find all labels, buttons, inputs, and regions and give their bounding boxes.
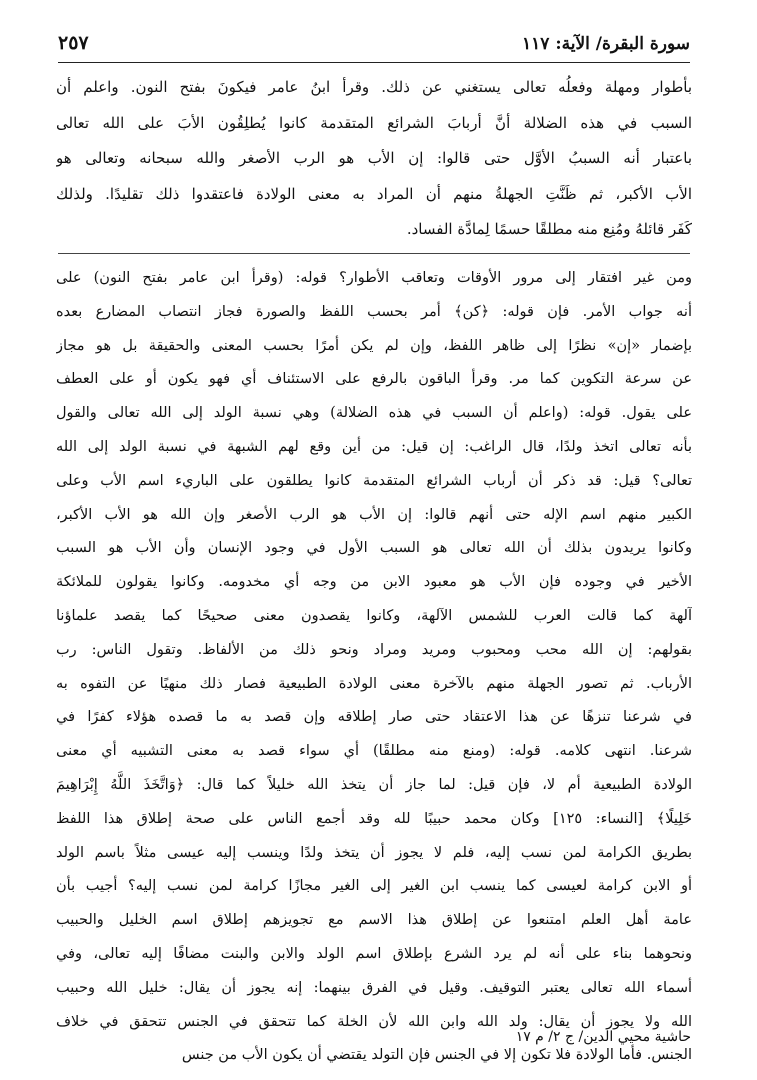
commentary-line: تعالى؟ قيل: قد ذكر أن أرباب الشرائع المتقدمة كانوا يطلقون على الباريء اسم الأب وعلى xyxy=(56,472,692,489)
commentary-line: الكبير منهم اسم الإله حتى أنهم قالوا: إن الأب هو الرب الأصغر وإن الله هو الأب الأكبر، xyxy=(56,506,692,523)
commentary-line: الولادة الطبيعية أم لا، فإن قيل: لما جاز أن يتخذ الله خليلاً كما قال: ﴿وَاتَّخَذَ اللَّهُ إِبْرَاهِيمَ xyxy=(56,776,692,793)
commentary-line: بإضمار «إن» نظرًا إلى ظاهر اللفظ، وإن لم يكن أمرًا بحسب المعنى والحقيقة بل هو مجاز xyxy=(56,337,692,354)
commentary-block xyxy=(56,262,692,1073)
commentary-line: شرعنا. انتهى كلامه. قوله: (ومنع منه مطلقًا) أي سواء قصد به معنى التشبيه أي معنى xyxy=(56,743,692,760)
surah-title: سورة البقرة/ الآية: ١١٧ xyxy=(522,34,690,54)
commentary-line: وكانوا يريدون بذلك أن الله تعالى هو السبب الأول في وجود الإنسان وأن الأب هو السبب xyxy=(56,540,692,557)
commentary-line: بأنه تعالى اتخذ ولدًا، قال الراغب: إن قيل: من أين وقع لهم الشبهة في نسبة الولد إلى الله xyxy=(56,438,692,455)
commentary-line: الجنس. فأما الولادة فلا تكون إلا في الجنس فإن التولد يقتضي أن يكون الأب من جنس xyxy=(181,1047,692,1064)
main-text-line: الأب الأكبر، ثم ظَنَّتِ الجهلةُ منهم أن المراد به معنى الولادة فاعتقدوا ذلك تقليدًا. ولذلك xyxy=(56,184,692,203)
page-number: ٢٥٧ xyxy=(58,32,89,54)
commentary-line: أنه جواب الأمر. فإن قوله: ﴿كن﴾ أمر بحسب اللفظ والصورة فجاز انتصاب المضارع بعده xyxy=(56,303,692,320)
commentary-line: ومن غير افتقار إلى مرور الأوقات وتعاقب الأطوار؟ قوله: (وقرأ ابن عامر بفتح النون) على xyxy=(56,270,692,286)
main-text-line: بأطوار ومهلة وفعلُه تعالى يستغني عن ذلك. وقرأ ابنُ عامر فيكونَ بفتح النون. واعلم أن xyxy=(56,78,692,96)
commentary-line: في شرعنا تنزهًا عن هذا الاعتقاد حتى صار إطلاقه وإن قصد به ما قصده هؤلاء كفرًا في xyxy=(56,709,692,726)
page-header xyxy=(58,28,690,63)
commentary-line: أو الابن كرامة لعيسى كما ينسب ابن الغير إلى الغير مجازًا كرامة لمن نسب إليه؟ أجيب بأن xyxy=(56,878,692,895)
main-text-line: كَفَر قائلهُ ومُنِع منه مطلقًا حسمًا لِمادَّة الفساد. xyxy=(406,220,692,238)
commentary-line: عن سرعة التكوين كما مر. وقرأ الباقون بالرفع على الاستئناف أي فهو يكون أو على العطف xyxy=(56,371,692,388)
section-divider xyxy=(58,253,690,254)
commentary-line: ونحوهما بناء على أنه لم يرد الشرع بإطلاق اسم الولد والابن والبنت مضافًا إليه تعالى، وفي xyxy=(56,945,692,962)
main-text-line: باعتبار أنه السببُ الأوَّل حتى قالوا: إن الأب هو الرب الأصغر والله سبحانه وتعالى هو xyxy=(56,149,692,167)
main-text-block xyxy=(56,70,692,248)
commentary-line: بطريق الكرامة لمن نسب إليه، فلم لا يجوز أن يتخذ ولدًا وينسب إليه عيسى مثلاً باسم الولد xyxy=(56,844,692,861)
commentary-line: الأرباب. ثم تصور الجهلة منهم بالآخرة معنى الولادة الطبيعية فصار ذلك منهيًا عن التفوه به xyxy=(56,675,692,692)
commentary-line: آلهة كما قالت العرب للشمس الآلهة، وكانوا يقصدون معنى صحيحًا كما يقصد علماؤنا xyxy=(56,607,692,624)
commentary-line: بقولهم: إن الله محب ومحبوب ومريد ومراد ونحو ذلك من الألفاظ. وتقول الناس: رب xyxy=(56,641,692,658)
signature-mark: حاشية محيي الدين/ ج ٢/ م ١٧ xyxy=(515,1029,691,1045)
main-text-line: السبب في هذه الضلالة أنَّ أربابَ الشرائع المتقدمة كانوا يُطلِقُون الأبَ على الله تعالى xyxy=(56,113,692,132)
commentary-line: خَلِيلًا﴾ [النساء: ١٢٥] وكان محمد حبيبًا لله وقد أجمع الناس على صحة إطلاق هذا اللفظ xyxy=(56,810,692,827)
commentary-line: أسماء الله تعالى يعتبر التوقيف. وقيل في الفرق بينهما: إنه يجوز أن يقال: خليل الله وحبيب xyxy=(56,979,692,996)
commentary-line: الله ولا يجوز أن يقال: ولد الله وابن الله لأن الخلة كما تتحقق في الجنس تتحقق في خلاف xyxy=(56,1013,692,1030)
commentary-line: عامة أهل العلم امتنعوا عن إطلاق هذا الاسم مع تجويزهم إطلاق اسم الخليل والحبيب xyxy=(56,912,692,929)
commentary-line: على يقول. قوله: (واعلم أن السبب في هذه الضلالة) وهي نسبة الولد إلى الله تعالى والقول xyxy=(56,405,692,422)
commentary-line: الأخير في وجوده فإن الأب هو معبود الابن من وجه أي مخدومه. وكانوا يقولون للملائكة xyxy=(56,574,692,591)
